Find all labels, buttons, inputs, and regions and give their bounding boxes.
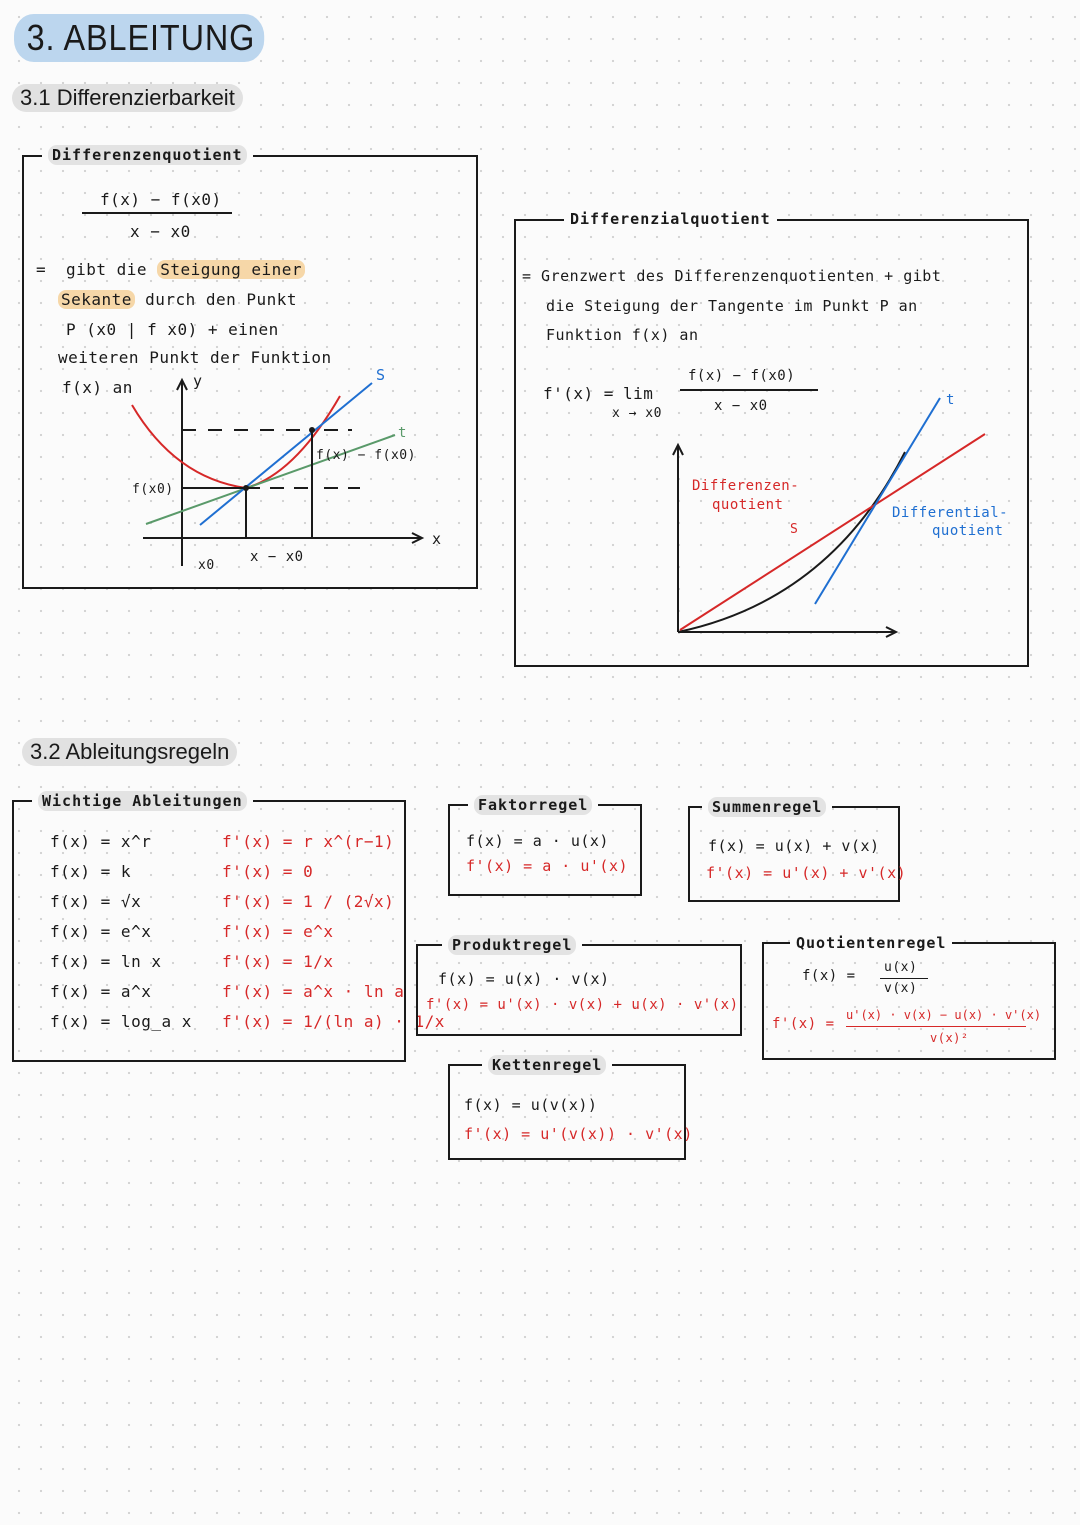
wa-row3-d: f'(x) = 1 / (2√x) (222, 892, 395, 911)
dq-text-line2: Sekante durch den Punkt (58, 290, 297, 309)
dzq-lim: lim (623, 384, 654, 403)
dzq-lhs: f'(x) = (543, 384, 614, 403)
quotient-f-den: v(x) (884, 981, 918, 996)
g1-s-label: S (376, 366, 386, 384)
wa-row4-d: f'(x) = e^x (222, 922, 334, 941)
g1-x0-label: x0 (198, 558, 215, 573)
faktor-d: f'(x) = a · u'(x) (466, 857, 629, 875)
quotient-d-den: v(x)² (930, 1031, 969, 1045)
faktorregel-label: Faktorregel (468, 796, 598, 814)
wa-row6-d: f'(x) = a^x · ln a (222, 982, 405, 1001)
dq-text-line4: weiteren Punkt der Funktion (58, 348, 332, 367)
dq-equals: = (36, 260, 47, 279)
kette-f: f(x) = u(v(x)) (464, 1096, 598, 1114)
differenzialquotient-label: Differenzialquotient (564, 210, 777, 228)
g2-s-label: S (790, 522, 799, 537)
produkt-f: f(x) = u(x) · v(x) (438, 970, 610, 988)
dq-text-line5: f(x) an (62, 378, 133, 397)
differenzenquotient-label: Differenzenquotient (42, 146, 253, 164)
wichtige-ableitungen-label: Wichtige Ableitungen (32, 792, 253, 810)
wa-row4-f: f(x) = e^x (50, 922, 152, 941)
summe-d: f'(x) = u'(x) + v'(x) (706, 864, 907, 882)
g1-fx0-label: f(x0) (132, 482, 174, 497)
g1-t-label: t (398, 425, 407, 441)
g2-dq-line2: quotient (712, 497, 784, 513)
kette-d: f'(x) = u'(v(x)) · v'(x) (464, 1125, 693, 1143)
g2-dq-line1: Differenzen- (692, 478, 800, 494)
wa-row5-f: f(x) = ln x (50, 952, 162, 971)
quotientenregel-label: Quotientenregel (790, 934, 952, 952)
page-title: 3. ABLEITUNG (14, 14, 264, 62)
produktregel-label: Produktregel (442, 936, 582, 954)
g1-xminusx0-label: x − x0 (250, 549, 304, 565)
dzq-text-line2: die Steigung der Tangente im Punkt P an (546, 297, 918, 315)
summenregel-label: Summenregel (702, 798, 832, 816)
quotient-f: f(x) = (802, 968, 856, 984)
wa-row2-f: f(x) = k (50, 862, 132, 881)
wa-row6-f: f(x) = a^x (50, 982, 152, 1001)
dq-text-line1: gibt die Steigung einer (66, 260, 305, 279)
quotient-d: f'(x) = (772, 1016, 835, 1032)
kettenregel-label: Kettenregel (482, 1056, 612, 1074)
g2-dz-line1: Differential- (892, 505, 1009, 521)
g2-dz-line2: quotient (932, 523, 1004, 539)
quotient-f-line (880, 978, 928, 979)
section-heading-ableitungsregeln: 3.2 Ableitungsregeln (22, 738, 237, 766)
quotient-f-num: u(x) (884, 960, 918, 975)
dzq-lim-sub: x → x0 (612, 406, 662, 421)
g1-diff-label: f(x) − f(x0) (316, 448, 416, 463)
dzq-text-line1: = Grenzwert des Differenzenquotienten + gibt (522, 267, 942, 285)
wa-row1-f: f(x) = x^r (50, 832, 152, 851)
dq-denominator: x − x0 (130, 222, 191, 241)
wa-row1-d: f'(x) = r x^(r−1) (222, 832, 395, 851)
g1-y-label: y (193, 372, 203, 390)
wa-row5-d: f'(x) = 1/x (222, 952, 334, 971)
tangent-graph (0, 0, 1080, 660)
produktregel-box (416, 944, 742, 1036)
dzq-numerator: f(x) − f(x0) (688, 368, 796, 384)
quotient-d-num: u'(x) · v(x) − u(x) · v'(x) (846, 1008, 1042, 1022)
dq-text-line3: P (x0 | f x0) + einen (66, 320, 279, 339)
wa-row2-d: f'(x) = 0 (222, 862, 314, 881)
section-heading-differenzierbarkeit: 3.1 Differenzierbarkeit (12, 84, 243, 112)
dq-numerator: f(x) − f(x0) (100, 190, 222, 209)
faktorregel-box (448, 804, 642, 896)
wa-row3-f: f(x) = √x (50, 892, 142, 911)
g1-x-label: x (432, 530, 442, 548)
g2-t-label: t (946, 392, 955, 408)
produkt-d: f'(x) = u'(x) · v(x) + u(x) · v'(x) (426, 997, 739, 1013)
quotient-d-line (846, 1026, 1026, 1027)
dzq-text-line3: Funktion f(x) an (546, 326, 699, 344)
summe-f: f(x) = u(x) + v(x) (708, 837, 880, 855)
wa-row7-d: f'(x) = 1/(ln a) · 1/x (222, 1012, 445, 1031)
dzq-denominator: x − x0 (714, 398, 768, 414)
wa-row7-f: f(x) = log_a x (50, 1012, 192, 1031)
faktor-f: f(x) = a · u(x) (466, 832, 609, 850)
